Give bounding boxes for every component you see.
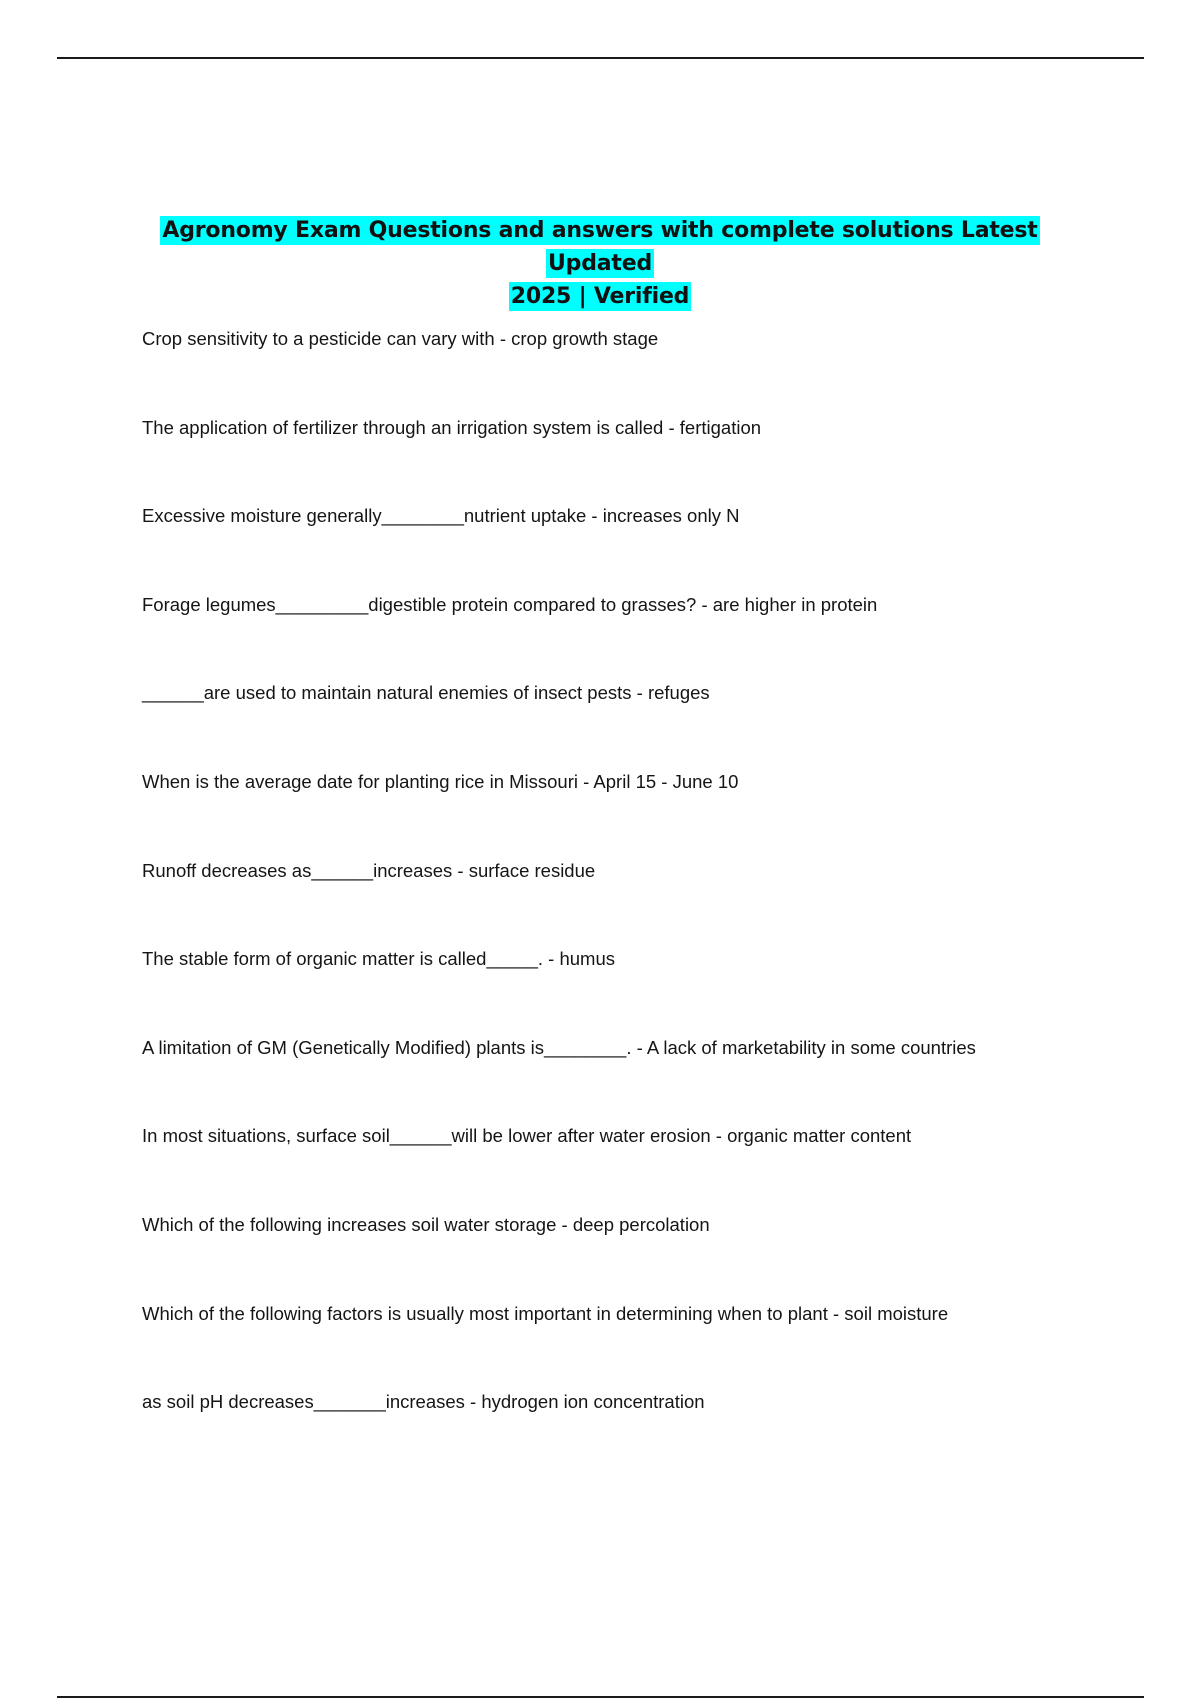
qa-item: A limitation of GM (Genetically Modified) plants is________. - A lack of marketability in some countries	[142, 1036, 976, 1058]
qa-item: The application of fertilizer through an irrigation system is called - fertigation	[142, 416, 762, 438]
header-rule	[57, 57, 1144, 59]
footer-rule	[57, 1696, 1144, 1698]
qa-item: ______are used to maintain natural enemies of insect pests - refuges	[142, 682, 710, 704]
qa-item: In most situations, surface soil______will be lower after water erosion - organic matter content	[142, 1125, 912, 1147]
qa-item: Runoff decreases as______increases - surface residue	[142, 859, 596, 881]
title-line-2: 2025 | Verified	[510, 284, 690, 309]
qa-item: as soil pH decreases_______increases - hydrogen ion concentration	[142, 1391, 705, 1413]
title-line-1: Agronomy Exam Questions and answers with complete solutions Latest Updated	[162, 218, 1038, 276]
qa-item: Which of the following factors is usually most important in determining when to plant - soil moisture	[142, 1302, 949, 1324]
qa-item: Forage legumes_________digestible protein compared to grasses? - are higher in protein	[142, 593, 878, 615]
qa-item: The stable form of organic matter is called_____. - humus	[142, 948, 616, 970]
qa-item: Excessive moisture generally________nutrient uptake - increases only N	[142, 505, 740, 527]
document-title	[120, 214, 1080, 313]
qa-item: Crop sensitivity to a pesticide can vary with - crop growth stage	[142, 328, 659, 349]
question-answer-list	[142, 323, 1102, 1475]
qa-item: When is the average date for planting rice in Missouri - April 15 - June 10	[142, 770, 739, 792]
qa-item: Which of the following increases soil water storage - deep percolation	[142, 1213, 710, 1235]
